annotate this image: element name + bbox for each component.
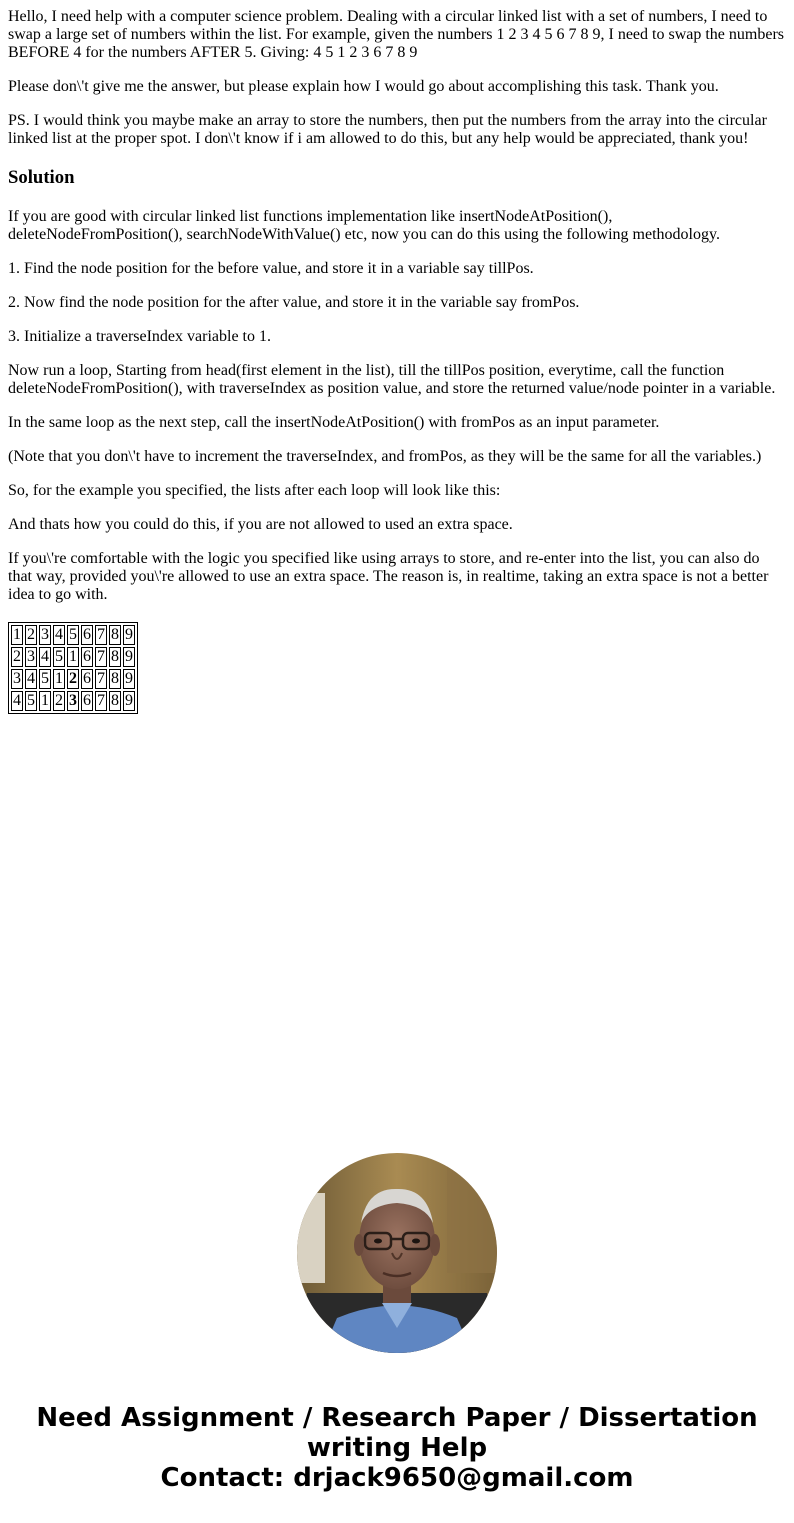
solution-same-loop: In the same loop as the next step, call the insertNodeAtPosition() with fromPos as an input parameter. xyxy=(8,414,660,431)
table-cell: 3 xyxy=(69,692,77,709)
table-cell: 9 xyxy=(125,670,133,687)
table-cell: 3 xyxy=(41,626,49,643)
footer-line-1: Need Assignment / Research Paper / Dissertation xyxy=(36,1403,758,1433)
author-avatar xyxy=(297,1153,497,1353)
table-cell: 7 xyxy=(97,670,105,687)
table-cell: 4 xyxy=(13,692,21,709)
table-cell: 7 xyxy=(97,692,105,709)
table-cell: 4 xyxy=(41,648,49,665)
table-cell: 9 xyxy=(125,626,133,643)
table-cell: 1 xyxy=(13,626,21,643)
solution-step-2: 2. Now find the node position for the after value, and store it in the variable say fromPos. xyxy=(8,294,580,311)
table-cell: 5 xyxy=(27,692,35,709)
table-cell: 1 xyxy=(69,648,77,665)
solution-intro: If you are good with circular linked list functions implementation like insertNodeAtPosition(), deleteNodeFromPosition(), searchNodeWithValue() etc, now you can do this using the following methodology. xyxy=(8,208,720,243)
table-cell: 1 xyxy=(55,670,63,687)
footer-contact: Contact: drjack9650@gmail.com xyxy=(160,1463,634,1493)
solution-step-3: 3. Initialize a traverseIndex variable to 1. xyxy=(8,328,271,345)
solution-closing: And thats how you could do this, if you are not allowed to used an extra space. xyxy=(8,516,513,533)
table-row xyxy=(11,691,135,711)
person-photo-icon xyxy=(297,1153,497,1353)
table-row xyxy=(11,669,135,689)
table-cell: 8 xyxy=(111,648,119,665)
solution-heading: Solution xyxy=(8,167,75,188)
sequence-table xyxy=(8,622,138,714)
table-cell: 2 xyxy=(55,692,63,709)
contact-footer xyxy=(0,1403,794,1493)
table-cell: 4 xyxy=(55,626,63,643)
table-cell: 7 xyxy=(97,648,105,665)
table-cell: 2 xyxy=(69,670,77,687)
table-cell: 5 xyxy=(69,626,77,643)
footer-line-2: writing Help xyxy=(306,1433,488,1463)
table-cell: 8 xyxy=(111,626,119,643)
table-cell: 9 xyxy=(125,692,133,709)
table-cell: 4 xyxy=(27,670,35,687)
table-cell: 6 xyxy=(83,626,91,643)
table-cell: 6 xyxy=(83,648,91,665)
solution-example: So, for the example you specified, the lists after each loop will look like this: xyxy=(8,482,501,499)
page-content xyxy=(0,0,794,714)
table-cell: 2 xyxy=(13,648,21,665)
table-row xyxy=(11,625,135,645)
question-paragraph-1: Hello, I need help with a computer science problem. Dealing with a circular linked list with a set of numbers, I need to swap a large set of numbers within the list. For example, given the numbers 1 2 3 4 5 6 7 8 9, I need to swap the numbers BEFORE 4 for the numbers AFTER 5. Giving: 4 5 1 2 3 6 7 8 9 xyxy=(8,8,784,61)
table-cell: 7 xyxy=(97,626,105,643)
solution-step-1: 1. Find the node position for the before value, and store it in a variable say tillPos. xyxy=(8,260,534,277)
solution-alternative: If you\'re comfortable with the logic you specified like using arrays to store, and re-enter into the list, you can also do that way, provided you\'re allowed to use an extra space. The reason is, in realtime, taking an extra space is not a better idea to go with. xyxy=(8,550,769,603)
table-row xyxy=(11,647,135,667)
table-cell: 1 xyxy=(41,692,49,709)
table-cell: 5 xyxy=(55,648,63,665)
table-cell: 3 xyxy=(13,670,21,687)
table-cell: 6 xyxy=(83,670,91,687)
table-cell: 6 xyxy=(83,692,91,709)
solution-loop: Now run a loop, Starting from head(first element in the list), till the tillPos position, everytime, call the function deleteNodeFromPosition(), with traverseIndex as position value, and store the returned value/node pointer in a variable. xyxy=(8,362,776,397)
table-cell: 2 xyxy=(27,626,35,643)
solution-note: (Note that you don\'t have to increment the traverseIndex, and fromPos, as they will be the same for all the variables.) xyxy=(8,448,762,465)
question-paragraph-2: Please don\'t give me the answer, but please explain how I would go about accomplishing this task. Thank you. xyxy=(8,78,719,95)
table-cell: 5 xyxy=(41,670,49,687)
table-cell: 3 xyxy=(27,648,35,665)
question-paragraph-3: PS. I would think you maybe make an array to store the numbers, then put the numbers from the array into the circular linked list at the proper spot. I don\'t know if i am allowed to do this, but any help would be appreciated, thank you! xyxy=(8,112,767,147)
table-cell: 9 xyxy=(125,648,133,665)
table-cell: 8 xyxy=(111,670,119,687)
table-cell: 8 xyxy=(111,692,119,709)
